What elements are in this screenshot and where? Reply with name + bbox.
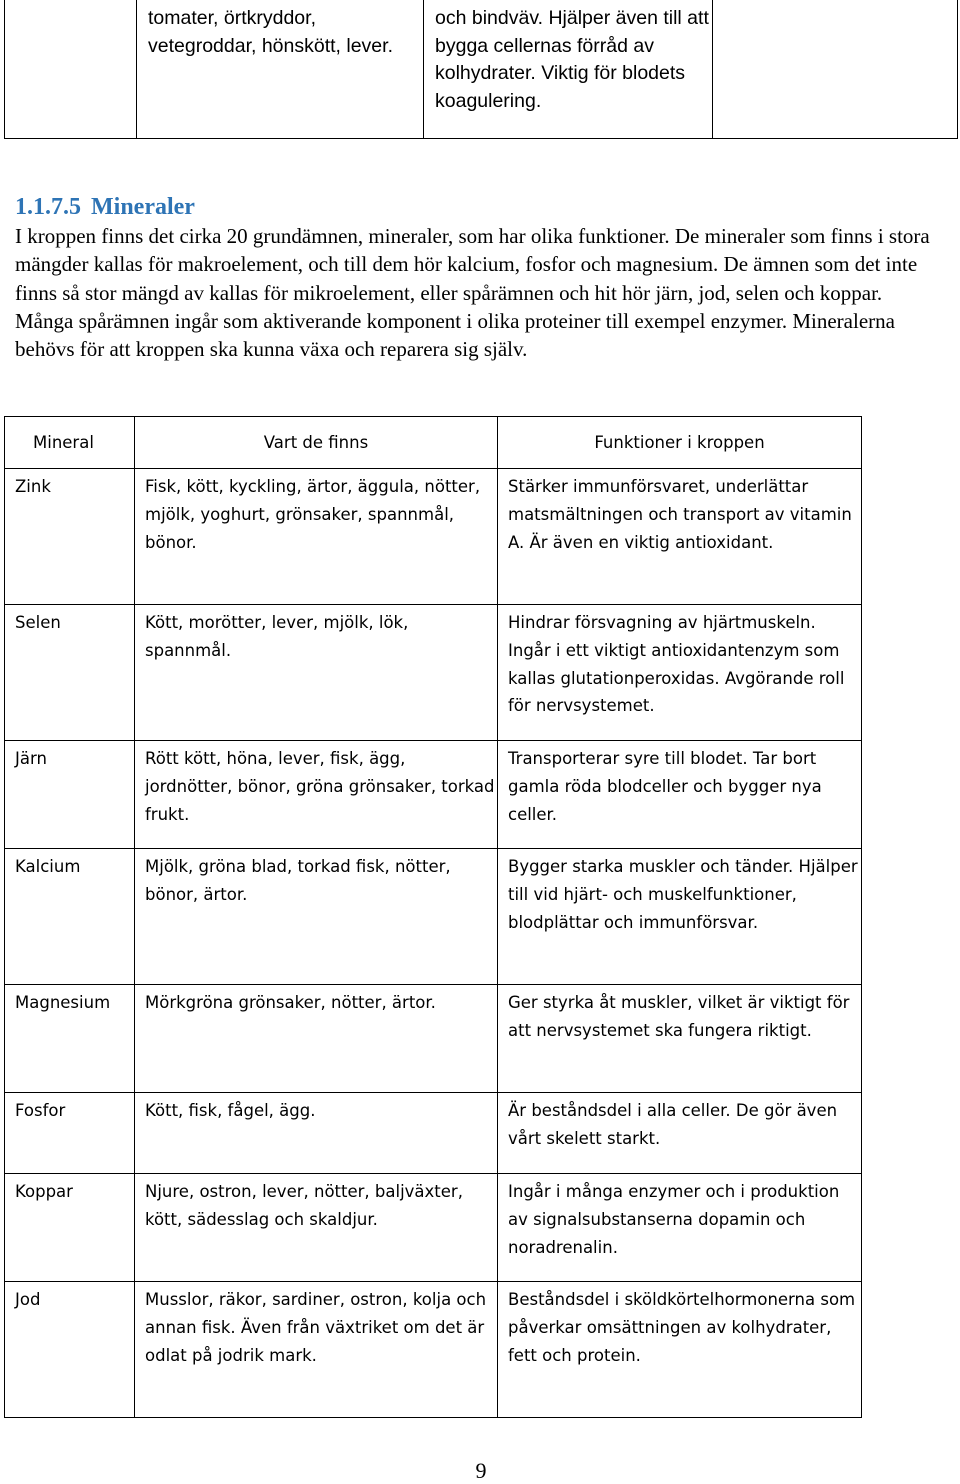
page-number: 9 [475, 1458, 487, 1483]
table-cell-sources: Kött, morötter, lever, mjölk, lök, spannmål. [135, 605, 498, 741]
table-cell-sources: Mörkgröna grönsaker, nötter, ärtor. [135, 985, 498, 1093]
table-cell-mineral: Järn [5, 741, 135, 849]
table-header-row [5, 417, 862, 469]
table-cell-sources: Mjölk, gröna blad, torkad fisk, nötter, bönor, ärtor. [135, 849, 498, 985]
table-cell-sources: Rött kött, höna, lever, fisk, ägg, jordnötter, bönor, gröna grönsaker, torkad frukt. [135, 741, 498, 849]
section-paragraph: I kroppen finns det cirka 20 grundämnen, mineraler, som har olika funktioner. De mineraler som finns i stora mängder kallas för makroelement, och till dem hör kalcium, fosfor och magnesium. De ämnen som det inte finns så stor mängd av kallas för mikroelement, eller spårämnen och hit hör järn, jod, selen och koppar. Många spårämnen ingår som aktiverande komponent i olika proteiner till exempel enzymer. Mineralerna behövs för att kroppen ska kunna växa och reparera sig själv. [15, 224, 930, 362]
table-cell-functions: Är beståndsdel i alla celler. De gör även vårt skelett starkt. [498, 1093, 862, 1174]
table-cell-sources: Fisk, kött, kyckling, ärtor, äggula, nötter, mjölk, yoghurt, grönsaker, spannmål, bönor. [135, 469, 498, 605]
table-cell-functions: Ger styrka åt muskler, vilket är viktigt för att nervsystemet ska fungera riktigt. [498, 985, 862, 1093]
table-cell-functions: Hindrar försvagning av hjärtmuskeln. Ingår i ett viktigt antioxidantenzym som kallas glutationperoxidas. Avgörande roll för nervsystemet. [498, 605, 862, 741]
table-cell [713, 0, 957, 138]
table-row [5, 605, 862, 741]
table-cell-mineral: Jod [5, 1282, 135, 1418]
table-cell-functions: Bygger starka muskler och tänder. Hjälper till vid hjärt- och muskelfunktioner, blodplättar och immunförsvar. [498, 849, 862, 985]
table-cell-functions: Beståndsdel i sköldkörtelhormonerna som påverkar omsättningen av kolhydrater, fett och protein. [498, 1282, 862, 1418]
table-cell-sources: Kött, fisk, fågel, ägg. [135, 1093, 498, 1174]
section-heading [15, 194, 195, 221]
table-row [5, 741, 862, 849]
column-header: Funktioner i kroppen [498, 417, 862, 469]
table-cell-mineral: Selen [5, 605, 135, 741]
table-cell-mineral: Koppar [5, 1174, 135, 1282]
table-cell-mineral: Magnesium [5, 985, 135, 1093]
table-cell: och bindväv. Hjälper även till att bygga cellernas förråd av kolhydrater. Viktig för blodets koagulering. [424, 0, 713, 138]
table-row [5, 1282, 862, 1418]
table-cell [5, 0, 137, 138]
table-row [5, 1093, 862, 1174]
table-cell-mineral: Zink [5, 469, 135, 605]
table-cell-mineral: Kalcium [5, 849, 135, 985]
column-header: Vart de finns [135, 417, 498, 469]
table-cell-mineral: Fosfor [5, 1093, 135, 1174]
column-header: Mineral [5, 417, 135, 469]
table-cell-functions: Ingår i många enzymer och i produktion av signalsubstanserna dopamin och noradrenalin. [498, 1174, 862, 1282]
table-cell-functions: Transporterar syre till blodet. Tar bort gamla röda blodceller och bygger nya celler. [498, 741, 862, 849]
continued-vitamin-table [4, 0, 958, 139]
section-title: Mineraler [91, 194, 195, 220]
table-cell-functions: Stärker immunförsvaret, underlättar matsmältningen och transport av vitamin A. Är även en viktig antioxidant. [498, 469, 862, 605]
table-row [5, 985, 862, 1093]
section-number: 1.1.7.5 [15, 194, 81, 220]
mineral-table [4, 416, 862, 1418]
table-row [5, 469, 862, 605]
table-cell: tomater, örtkryddor, vetegroddar, hönskött, lever. [137, 0, 424, 138]
table-row [5, 849, 862, 985]
table-cell-sources: Musslor, räkor, sardiner, ostron, kolja och annan fisk. Även från växtriket om det är odlat på jodrik mark. [135, 1282, 498, 1418]
table-row [5, 1174, 862, 1282]
table-cell-sources: Njure, ostron, lever, nötter, baljväxter, kött, sädesslag och skaldjur. [135, 1174, 498, 1282]
